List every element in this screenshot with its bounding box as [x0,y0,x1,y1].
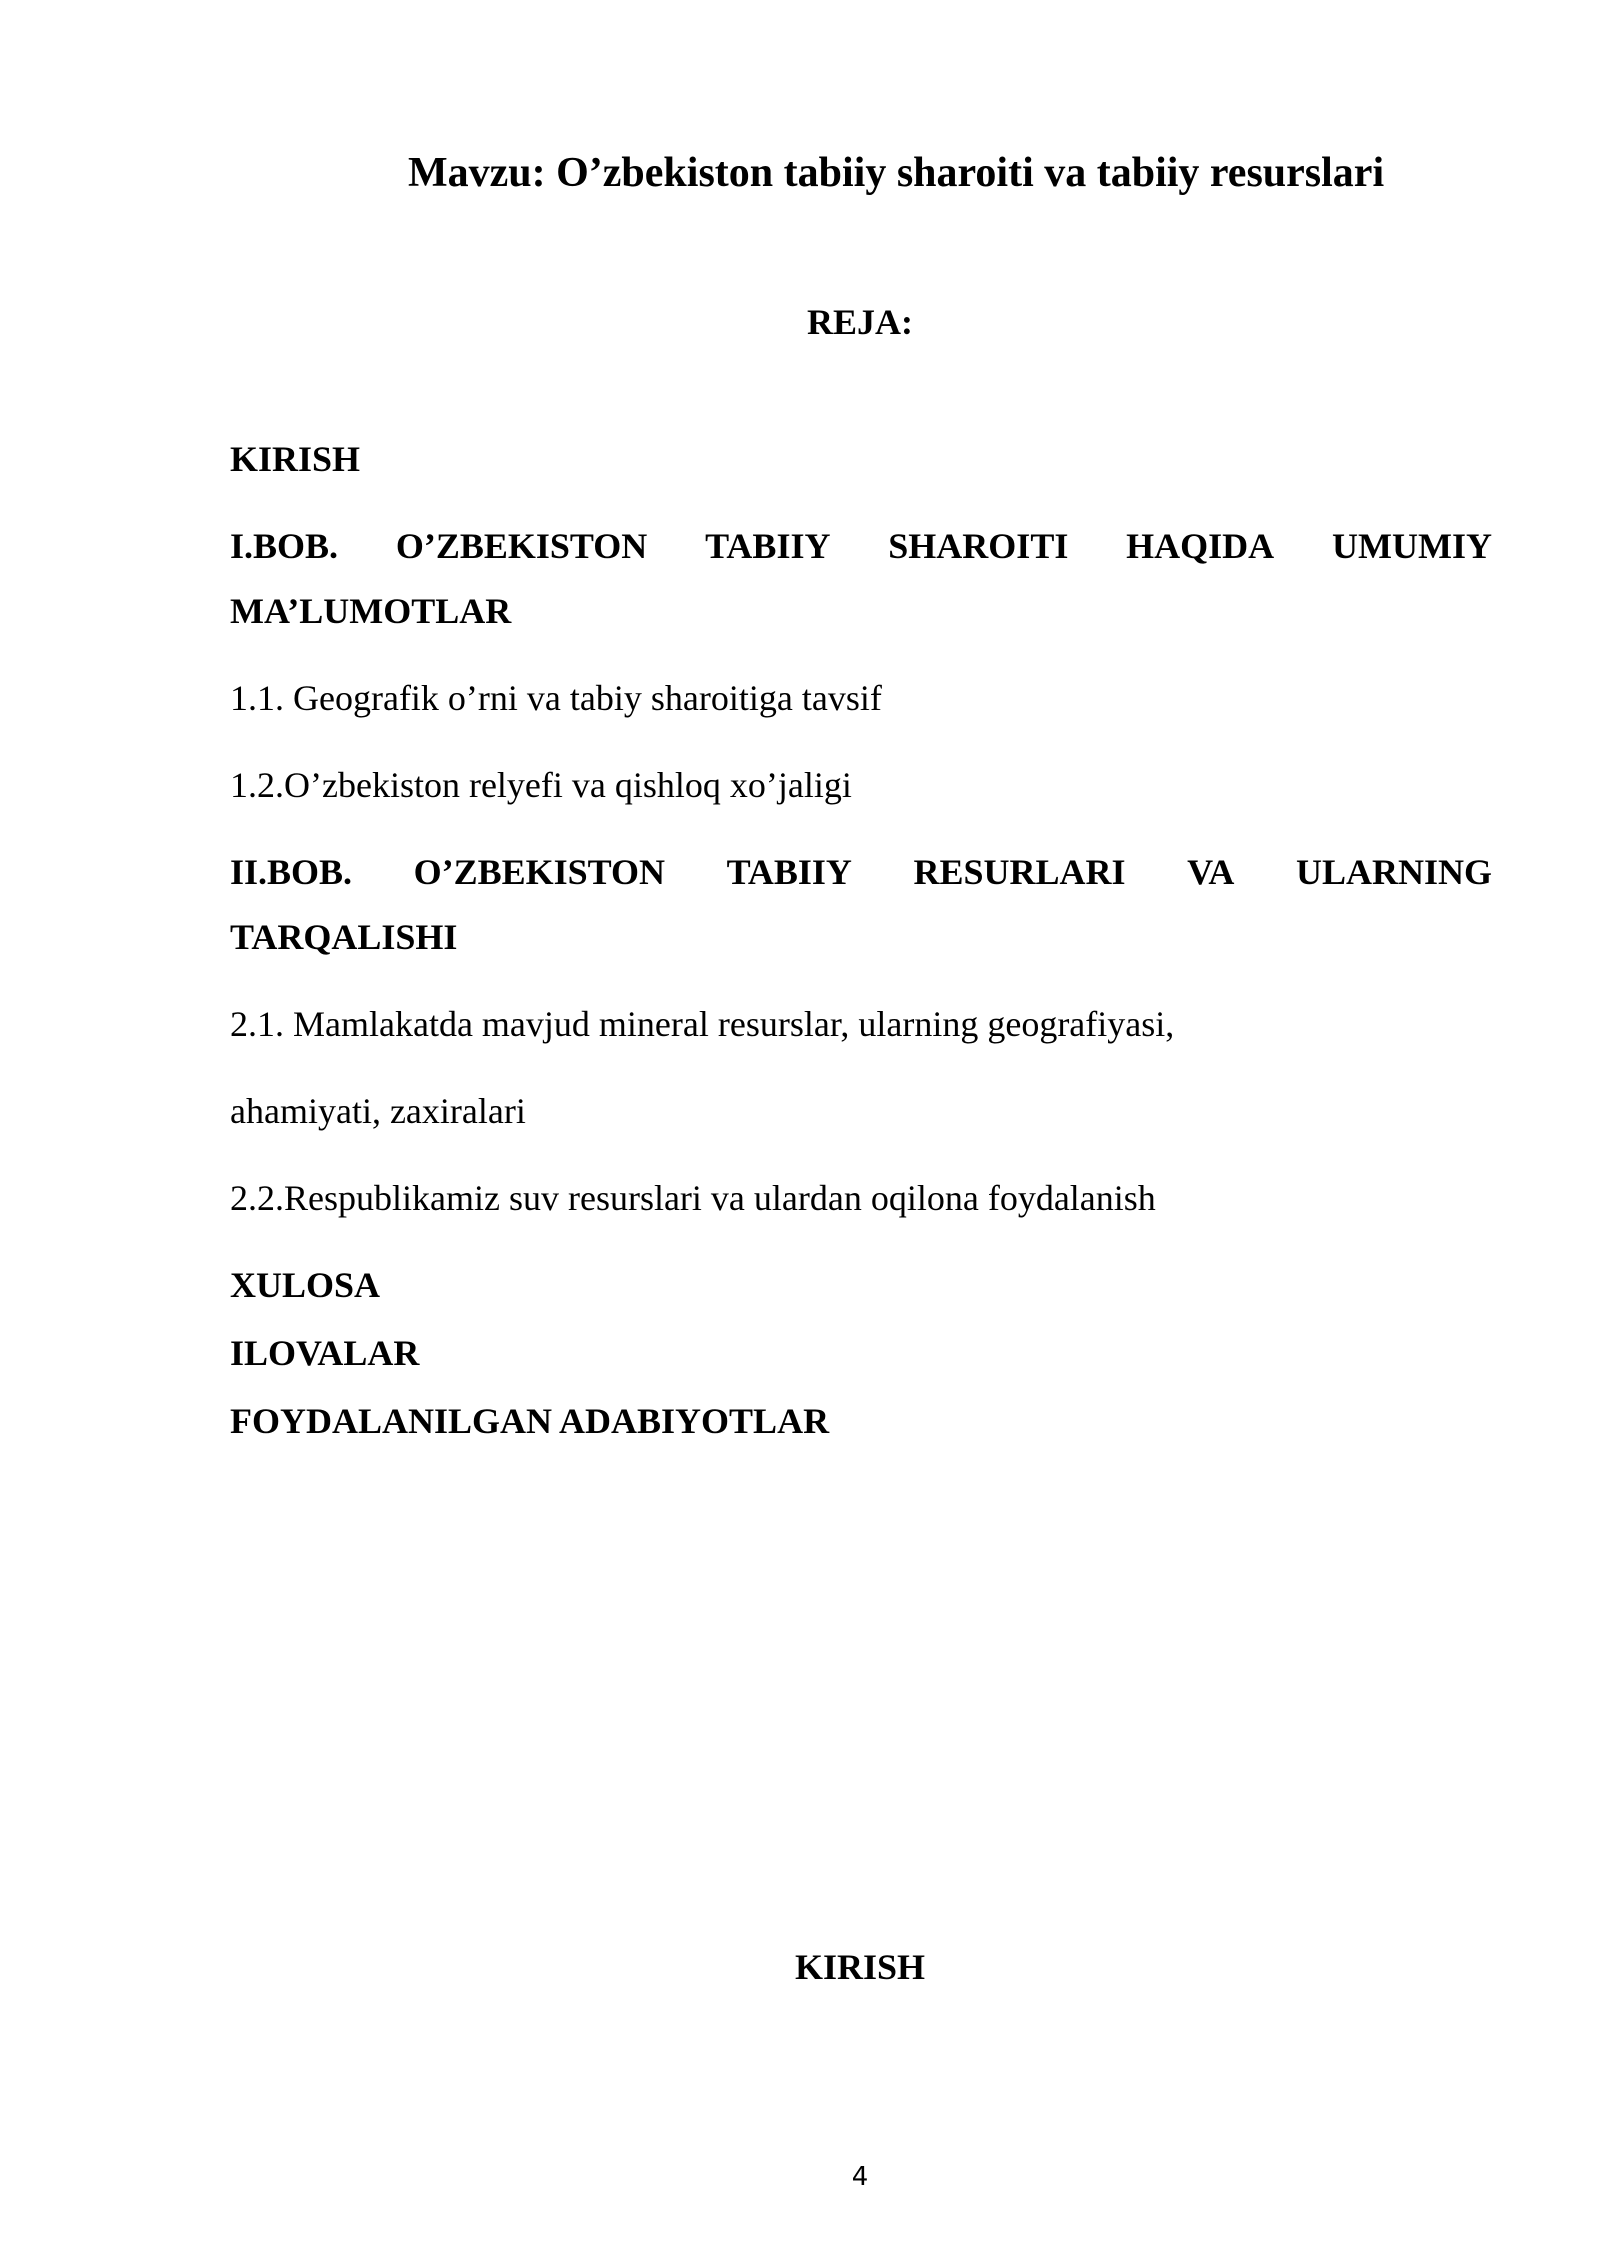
toc-chapter2-word: O’ZBEKISTON [413,852,666,892]
section-heading-intro: KIRISH [794,1947,926,1987]
plan-heading: REJA: [807,302,913,342]
toc-chapter2-line1 [230,854,1492,890]
toc-chapter2-word: RESURLARI [913,852,1126,892]
toc-chapter1-word: SHAROITI [888,526,1069,566]
toc-references: FOYDALANILGAN ADABIYOTLAR [230,1401,830,1441]
document-title: Mavzu: O’zbekiston tabiiy sharoiti va tabiiy resurslari [408,150,1385,196]
toc-item-1-2: 1.2.O’zbekiston relyefi va qishloq xo’jaligi [230,765,852,805]
toc-chapter1-word: O’ZBEKISTON [395,526,648,566]
toc-chapter1-line2: MA’LUMOTLAR [230,591,512,631]
toc-appendices: ILOVALAR [230,1333,420,1373]
toc-chapter2-word: ULARNING [1295,852,1492,892]
toc-chapter2-line2: TARQALISHI [230,917,458,957]
toc-item-1-1: 1.1. Geografik o’rni va tabiy sharoitiga tavsif [230,678,882,718]
toc-chapter1-line1 [230,528,1492,564]
toc-chapter2-word: TABIIY [726,852,852,892]
toc-intro: KIRISH [230,439,361,479]
page-number: 4 [851,2162,869,2192]
toc-item-2-2: 2.2.Respublikamiz suv resurslari va ulardan oqilona foydalanish [230,1178,1156,1218]
toc-chapter1-word: HAQIDA [1126,526,1275,566]
toc-item-2-1-line2: ahamiyati, zaxiralari [230,1091,526,1131]
toc-chapter2-word: II.BOB. [230,852,353,892]
toc-chapter1-word: UMUMIY [1331,526,1492,566]
toc-item-2-1-line1: 2.1. Mamlakatda mavjud mineral resurslar, ularning geografiyasi, [230,1004,1175,1044]
toc-conclusion: XULOSA [230,1265,381,1305]
toc-chapter2-word: VA [1187,852,1235,892]
toc-chapter1-word: I.BOB. [230,526,339,566]
toc-chapter1-word: TABIIY [705,526,831,566]
